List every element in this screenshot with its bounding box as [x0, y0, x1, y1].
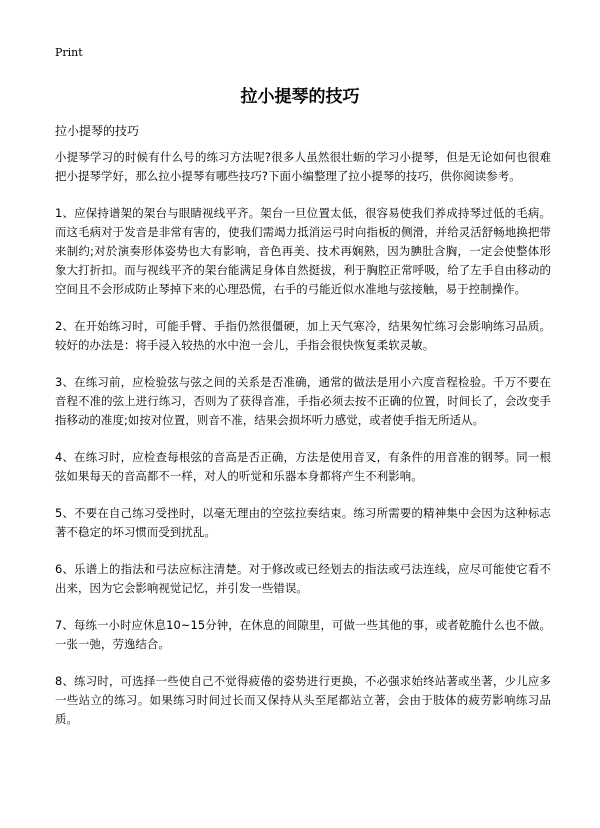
tip-paragraph-2: 2、在开始练习时，可能手臂、手指仍然很僵硬，加上天气寒冷，结果匆忙练习会影响练习品质。较好的办法是：将手浸入较热的水中泡一会儿，手指会很快恢复柔软灵敏。 — [55, 319, 551, 352]
print-link[interactable]: Print — [55, 46, 83, 59]
tip-paragraph-7: 7、每练一小时应休息10~15分钟，在休息的间隙里，可做一些其他的事，或者乾脆什么也不做。一张一弛，劳逸结合。 — [55, 618, 551, 651]
tip-paragraph-5: 5、不要在自己练习受挫时，以毫无理由的空弦拉奏结束。练习所需要的精神集中会因为这种标志著不稳定的坏习惯而受到扰乱。 — [55, 506, 551, 539]
article-body — [55, 148, 551, 747]
section-subtitle: 拉小提琴的技巧 — [55, 124, 140, 138]
tip-paragraph-8: 8、练习时，可选择一些使自己不觉得疲倦的姿势进行更换，不必强求始终站著或坐著，少儿应多一些站立的练习。如果练习时间过长而又保持从头至尾都站立著，会由于肢体的疲劳影响练习品质。 — [55, 674, 551, 726]
tip-paragraph-3: 3、在练习前，应检验弦与弦之间的关系是否准确，通常的做法是用小六度音程检验。千万不要在音程不准的弦上进行练习，否则为了获得音准，手指必须去按不正确的位置，时间长了，会改变手指移动的准度;如按对位置，则音不准，结果会损坏听力感觉，或者使手指无所适从。 — [55, 375, 551, 427]
tip-paragraph-4: 4、在练习时，应检查每根弦的音高是否正确，方法是使用音叉，有条件的用音准的钢琴。同一根弦如果每天的音高都不一样，对人的听觉和乐器本身都将产生不利影响。 — [55, 450, 551, 483]
tip-paragraph-1: 1、应保持谱架的架台与眼睛视线平齐。架台一旦位置太低，很容易使我们养成持琴过低的毛病。而这毛病对于发音是非常有害的，使我们需竭力抵消运弓时向指板的侧滑，并给灵活舒畅地换把带来制约;对於演奏形体姿势也大有影响，音色再美、技术再娴熟，因为腆肚含胸，一定会使整体形象大打折扣。而与视线平齐的架台能满足身体自然挺拔，利于胸腔正常呼吸，给了左手自由移动的空间且不会形成防止琴掉下来的心理恐慌，右手的弓能近似水准地与弦接触，易于控制操作。 — [55, 206, 551, 296]
tip-paragraph-6: 6、乐谱上的指法和弓法应标注清楚。对于修改或已经划去的指法或弓法连线，应尽可能使它看不出来，因为它会影响视觉记忆，并引发一些错误。 — [55, 562, 551, 595]
page-title: 拉小提琴的技巧 — [240, 87, 360, 107]
intro-paragraph: 小提琴学习的时候有什么号的练习方法呢?很多人虽然很壮蛎的学习小提琴，但是无论如何也很难把小提琴学好，那么拉小提琴有哪些技巧?下面小编整理了拉小提琴的技巧，供你阅读参考。 — [55, 150, 551, 183]
